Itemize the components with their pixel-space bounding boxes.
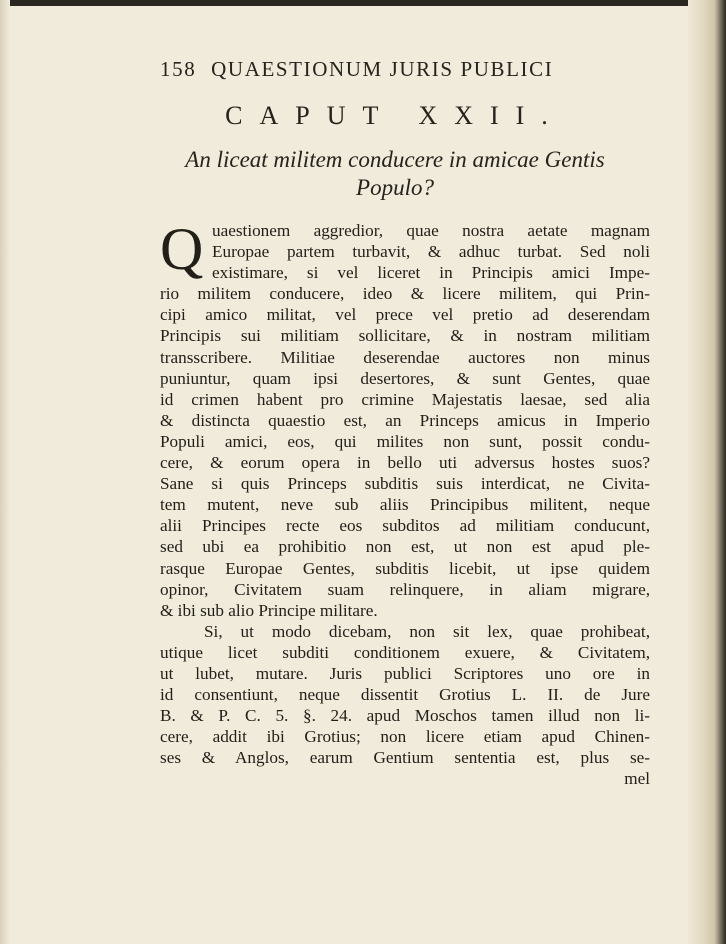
scan-edge-left [0, 0, 10, 944]
text-line: Si, ut modo dicebam, non sit lex, quae prohibeat, [204, 621, 650, 641]
text-line: rio militem conducere, ideo & licere militem, qui Prin- [160, 284, 650, 304]
text-line: Populi amici, eos, qui milites non sunt, possit condu- [160, 431, 650, 451]
text-line: id crimen habent pro crimine Majestatis laesae, sed alia [160, 389, 650, 409]
text-line: uaestionem aggredior, quae nostra aetate magnam [212, 221, 650, 240]
page-number: 158 [160, 57, 197, 81]
scan-edge-right [688, 0, 726, 944]
drop-cap: Q [160, 216, 204, 282]
scan-edge-top [0, 0, 726, 6]
text-line: id consentiunt, neque dissentit Grotius L. II. de Jure [160, 685, 650, 705]
text-line: transscribere. Militiae deserendae auctores non minus [160, 347, 650, 367]
chapter-title-line: Populo? [356, 175, 434, 200]
text-line: Europae partem turbavit, & adhuc turbat. Sed noli [212, 242, 650, 262]
body-text [160, 216, 650, 790]
chapter-title-line: An liceat militem conducere in amicae Gentis [185, 147, 605, 172]
running-title: QUAESTIONUM JURIS PUBLICI [211, 57, 554, 81]
text-line: alii Principes recte eos subditos ad militiam conducunt, [160, 516, 650, 536]
text-line: B. & P. C. 5. §. 24. apud Moschos tamen illud non li- [160, 706, 650, 726]
second-paragraph [160, 621, 650, 790]
text-line: utique licet subditi conditionem exuere, & Civitatem, [160, 642, 650, 662]
text-line: tem mutent, neve sub aliis Principibus militent, neque [160, 495, 650, 515]
text-line: & distincta quaestio est, an Princeps amicus in Imperio [160, 410, 650, 430]
text-line: opinor, Civitatem suam relinquere, in aliam migrare, [160, 579, 650, 599]
text-line: ses & Anglos, earum Gentium sententia est, plus se- [160, 748, 650, 768]
text-line: cere, addit ibi Grotius; non licere etiam apud Chinen- [160, 727, 650, 747]
text-line: Principis sui militiam sollicitare, & in nostram militiam [160, 326, 650, 346]
text-line: sed ubi ea prohibitio non est, ut non est apud ple- [160, 537, 650, 557]
chapter-heading: CAPUT XXII. [225, 101, 565, 130]
text-line: Sane si quis Princeps subditis suis interdicat, ne Civita- [160, 474, 650, 494]
text-line: existimare, si vel liceret in Principis amici Impe- [212, 263, 650, 283]
text-line: cere, & eorum opera in bello uti adversus hostes suos? [160, 453, 650, 473]
text-line: & ibi sub alio Principe militare. [160, 600, 378, 620]
catchword: mel [624, 769, 650, 789]
text-line: ut lubet, mutare. Juris publici Scriptores uno ore in [160, 663, 650, 683]
text-line: cipi amico militat, vel prece vel pretio ad deserendam [160, 305, 650, 325]
chapter-title [160, 146, 630, 202]
text-line: puniuntur, quam ipsi desertores, & sunt Gentes, quae [160, 368, 650, 388]
first-paragraph [160, 216, 650, 621]
text-line: rasque Europae Gentes, subditis licebit, ut ipse quidem [160, 558, 650, 578]
running-header [160, 57, 630, 87]
